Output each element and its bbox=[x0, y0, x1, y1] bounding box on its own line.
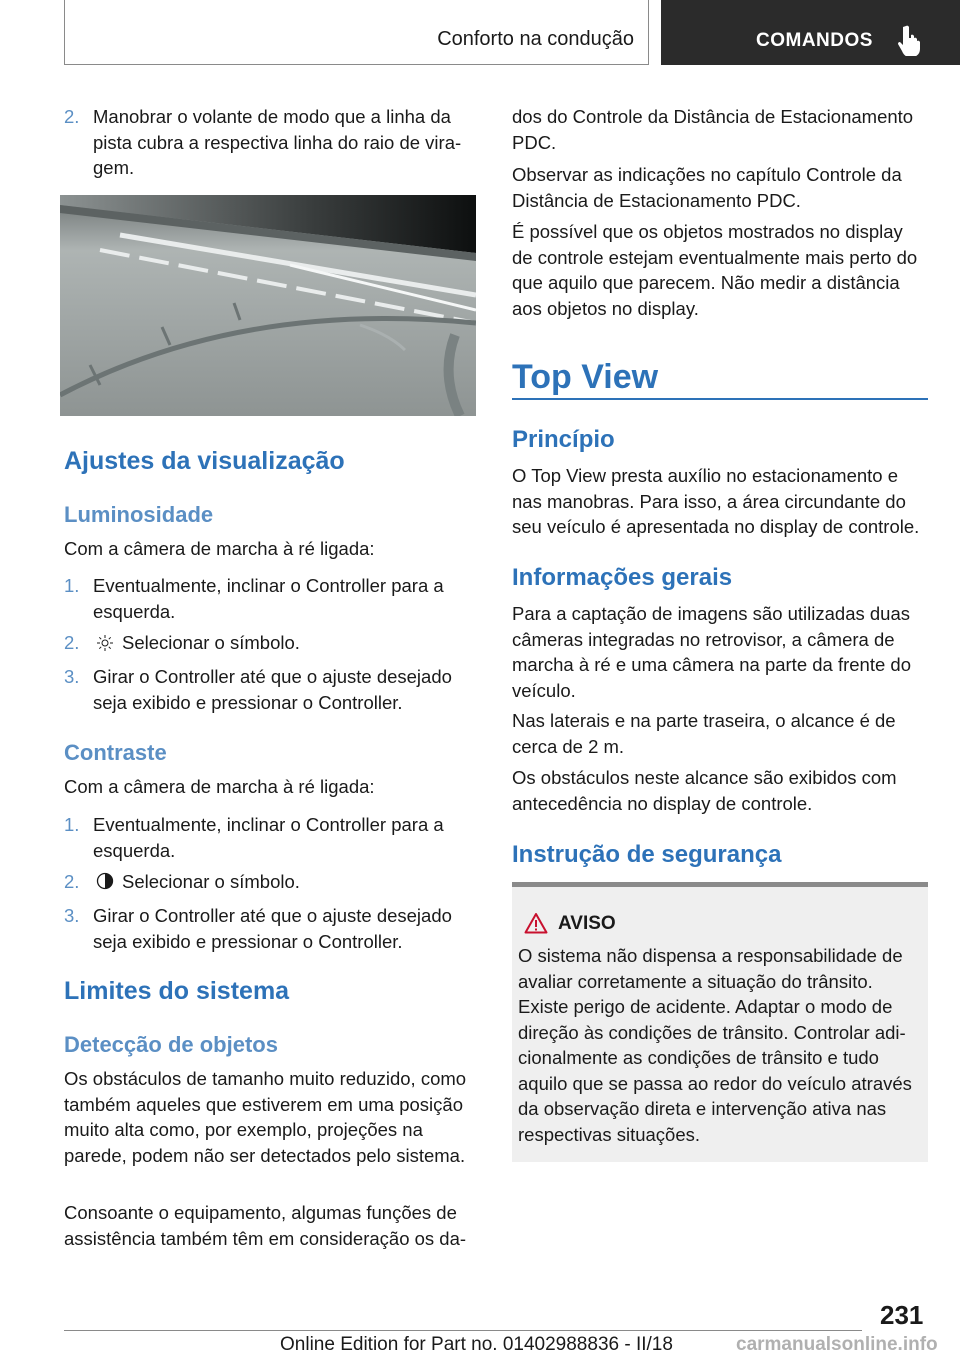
heading-informacoes: Informações gerais bbox=[512, 564, 733, 591]
rear-camera-picture bbox=[60, 195, 476, 416]
step-text: Selecionar o símbolo. bbox=[122, 871, 300, 892]
heading-top-view: Top View bbox=[512, 358, 659, 396]
heading-luminosidade: Luminosidade bbox=[64, 502, 214, 527]
step-number: 3. bbox=[64, 666, 80, 687]
page-number: 231 bbox=[880, 1300, 924, 1330]
section-divider bbox=[512, 398, 928, 400]
pdc-reference: Observar as indicações no capítulo Controle da Distância de Estacionamento PDC. bbox=[512, 164, 902, 211]
footer-divider bbox=[64, 1330, 862, 1331]
heading-contraste: Contraste bbox=[64, 740, 167, 765]
contraste-intro: Com a câmera de marcha à ré ligada: bbox=[64, 776, 375, 797]
sun-icon bbox=[96, 634, 114, 652]
pdc-continuation: dos do Controle da Distância de Estacionamento PDC. bbox=[512, 106, 914, 153]
header-chapter-tab[interactable] bbox=[661, 0, 960, 65]
hand-pointer-icon bbox=[897, 24, 923, 56]
step-text: Girar o Controller até que o ajuste desejado seja exibido e pressionar o Controller. bbox=[93, 666, 452, 713]
step-number: 1. bbox=[64, 814, 80, 835]
display-distance-note: É possível que os objetos mostrados no display de controle estejam eventualmente mais perto do que aquilo que parecem. Não medir a distância aos objetos no display. bbox=[512, 221, 918, 319]
header-section-title: Conforto na condução bbox=[437, 28, 634, 50]
step-text: Eventualmente, inclinar o Controller para a esquerda. bbox=[93, 814, 444, 861]
luminosidade-intro: Com a câmera de marcha à ré ligada: bbox=[64, 538, 375, 559]
deteccao-paragraph: Os obstáculos de tamanho muito reduzido, como também aqueles que estiverem em uma posição muito alta como, por exemplo, projeções na parede, podem não ser detectados pelo sistema. bbox=[64, 1068, 467, 1166]
warning-box bbox=[512, 882, 928, 1162]
info-paragraph-2: Nas laterais e na parte traseira, o alcance é de cerca de 2 m. bbox=[512, 710, 896, 757]
heading-principio: Princípio bbox=[512, 426, 615, 453]
step-number: 2. bbox=[64, 632, 80, 653]
heading-limites: Limites do sistema bbox=[64, 977, 290, 1005]
step-number: 3. bbox=[64, 905, 80, 926]
step-number: 2. bbox=[64, 871, 80, 892]
warning-triangle-icon bbox=[524, 912, 548, 934]
step-text: Eventualmente, inclinar o Controller para a esquerda. bbox=[93, 575, 444, 622]
step-text: Girar o Controller até que o ajuste desejado seja exibido e pressionar o Controller. bbox=[93, 905, 452, 952]
header-chapter-label: COMANDOS bbox=[756, 30, 873, 51]
header-section-box bbox=[64, 0, 649, 65]
warning-text: O sistema não dispensa a responsabilidade de avaliar corretamente a situação do trânsito. Existe perigo de acidente. Adaptar o modo de direção às condições de trânsito. Controlar adicionalmente as condições de trânsito e tudo aquilo que se passa ao redor do veículo através da observação direta e intervenção ativa nas respectivas situações. bbox=[518, 945, 912, 1145]
step-number: 2. bbox=[64, 106, 80, 127]
heading-ajustes: Ajustes da visualização bbox=[64, 447, 345, 475]
info-paragraph-1: Para a captação de imagens são utilizadas duas câmeras integradas no retrovisor, a câmera de marcha à ré e uma câmera na parte da frente do veículo. bbox=[512, 603, 911, 701]
watermark-logo: carmanualsonline.info bbox=[736, 1334, 938, 1355]
footer-edition: Online Edition for Part no. 01402988836 - II/18 bbox=[280, 1334, 673, 1355]
step-text: Manobrar o volante de modo que a linha da pista cubra a respectiva linha do raio de viragem. bbox=[93, 106, 462, 178]
heading-deteccao: Detecção de objetos bbox=[64, 1032, 278, 1057]
deteccao-paragraph-2: Consoante o equipamento, algumas funções de assistência também têm em consideração os da- bbox=[64, 1202, 467, 1249]
principio-paragraph: O Top View presta auxílio no estacionamento e nas manobras. Para isso, a área circundante do seu veículo é apresentada no display de controle. bbox=[512, 465, 920, 537]
contrast-icon bbox=[96, 872, 114, 890]
heading-seguranca: Instrução de segurança bbox=[512, 841, 782, 868]
camera-view-image bbox=[60, 195, 476, 416]
warning-title: AVISO bbox=[558, 913, 616, 934]
step-number: 1. bbox=[64, 575, 80, 596]
info-paragraph-3: Os obstáculos neste alcance são exibidos com antecedência no display de controle. bbox=[512, 767, 897, 814]
step-text: Selecionar o símbolo. bbox=[122, 632, 300, 653]
